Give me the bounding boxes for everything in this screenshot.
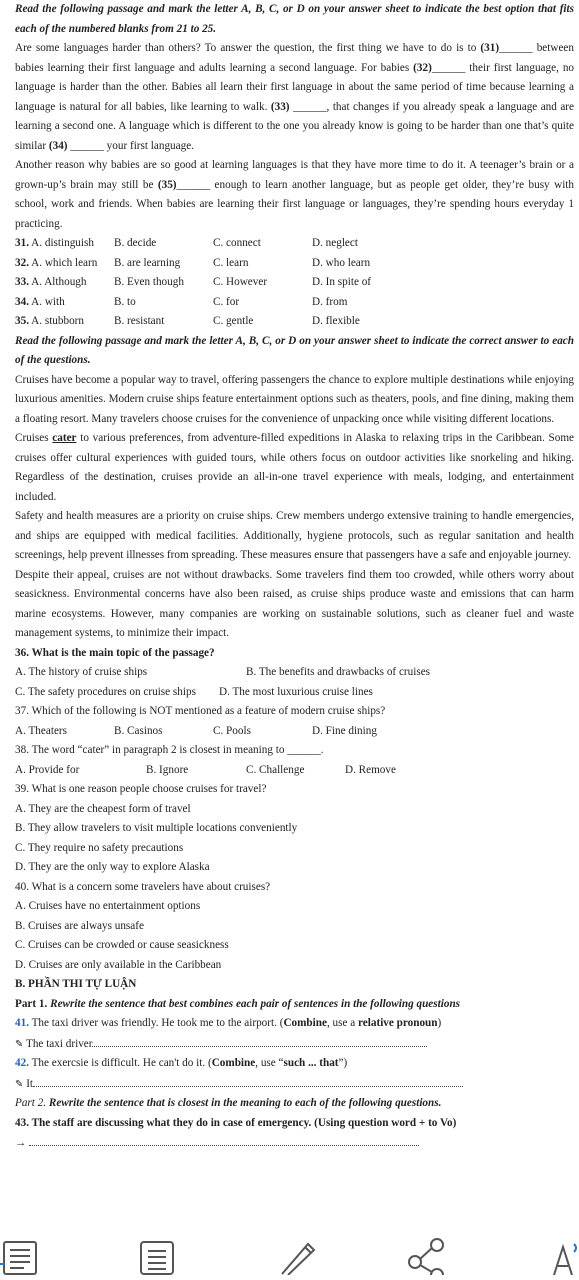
menu-lines-icon[interactable] — [138, 1234, 178, 1280]
q39-option-d: D. They are the only way to explore Alaska — [15, 861, 210, 873]
q38-options: A. Provide for B. Ignore C. Challenge D. Remove — [15, 763, 396, 776]
pen-icon: ✎ — [15, 1038, 24, 1050]
passage-1-paragraph-1: Are some languages harder than others? To answer the question, the first thing we have to do is to (31)______ between babies learning their first language and adults learning a second language. For babies (32)______ their first language, no language is harder than the other. Babies all learn their first language in about the same period of time because learning a language is natural for all babies, like learning to walk. (33) ______, that changes if you already speak a language and are learning a second one. A language which is different to the one you already know is going to be harder than one that’s quite similar (34) ______ your first language. — [15, 42, 575, 152]
question-38: 38. The word “cater” in paragraph 2 is closest in meaning to ______. — [15, 744, 324, 756]
question-33: 33. A. Although B. Even though C. However D. In spite of — [15, 276, 372, 288]
passage-2-paragraph-2: Cruises cater to various preferences, from adventure-filled expeditions in Alaska to relaxing trips in the Caribbean. Some cruises offer cultural experiences with guided tours, while others focus on outdoor activities like snorkeling and hiking. Regardless of the destination, cruises provide an all-in-one travel experience with meals, lodging, and entertainment included. — [15, 432, 575, 503]
essay-part2-instruction: Part 2. Rewrite the sentence that is closest in the meaning to each of the following questions. — [15, 1097, 442, 1109]
question-32: 32. A. which learn B. are learning C. learn D. who learn — [15, 256, 371, 269]
question-35: 35. A. stubborn B. resistant C. gentle D. flexible — [15, 315, 360, 327]
question-40: 40. What is a concern some travelers have about cruises? — [15, 880, 271, 893]
q40-option-a: A. Cruises have no entertainment options — [15, 900, 201, 912]
highlighted-word: cater — [52, 432, 77, 444]
q40-option-b: B. Cruises are always unsafe — [15, 919, 144, 932]
format-list-icon[interactable] — [0, 1234, 42, 1280]
q39-option-b: B. They allow travelers to visit multiple locations conveniently — [15, 822, 298, 834]
answer-line-43[interactable] — [15, 1133, 574, 1154]
q37-options: A. Theaters B. Casinos C. Pools D. Fine dining — [15, 724, 377, 737]
arrow-icon: → — [15, 1137, 27, 1149]
question-43: 43. The staff are discussing what they do in case of emergency. (Using question word + to Vo) — [15, 1116, 457, 1129]
q39-option-c: C. They require no safety precautions — [15, 841, 184, 854]
question-34: 34. A. with B. to C. for D. from — [15, 295, 348, 308]
answer-line-41[interactable]: ✎ The taxi driver — [15, 1034, 574, 1055]
pen-icon: ✎ — [15, 1078, 24, 1090]
question-37: 37. Which of the following is NOT mentioned as a feature of modern cruise ships? — [15, 705, 386, 717]
q40-option-d: D. Cruises are only available in the Caribbean — [15, 958, 222, 971]
answer-line-42[interactable]: ✎ It — [15, 1074, 574, 1095]
passage-2-paragraph-1: Cruises have become a popular way to travel, offering passengers the chance to explore multiple destinations while enjoying luxurious amenities. Modern cruise ships feature entertainment options such as theaters, pools, and fine dining, making them a floating resort. Many travelers choose cruises for the convenience of unpacking once while visiting different locations. — [15, 373, 574, 425]
part1-instruction: Read the following passage and mark the letter A, B, C, or D on your answer sheet to indicate the best option that fits each of the numbered blanks from 21 to 25. — [15, 3, 574, 35]
q36-options-row-2: C. The safety procedures on cruise ships D. The most luxurious cruise lines — [15, 685, 373, 698]
q40-option-c: C. Cruises can be crowded or cause seasickness — [15, 939, 229, 951]
question-42: 42. The exercsie is difficult. He can't do it. (Combine, use “such ... that”) — [15, 1057, 348, 1069]
question-31: 31. A. distinguish B. decide C. connect D. neglect — [15, 237, 358, 249]
q39-option-a: A. They are the cheapest form of travel — [15, 802, 191, 815]
essay-part1-instruction: Part 1. Rewrite the sentence that best combines each pair of sentences in the following questions — [15, 997, 461, 1010]
text-size-icon[interactable] — [550, 1234, 579, 1280]
question-36: 36. What is the main topic of the passage? — [15, 646, 215, 659]
bottom-toolbar — [0, 1234, 579, 1275]
share-icon[interactable] — [405, 1234, 449, 1280]
essay-section-heading: B. PHẦN THI TỰ LUẬN — [15, 978, 137, 990]
q36-options-row-1: A. The history of cruise ships B. The benefits and drawbacks of cruises — [15, 666, 431, 678]
pencil-icon[interactable] — [272, 1234, 322, 1280]
passage-2-paragraph-3: Safety and health measures are a priority on cruise ships. Crew members undergo extensive training to handle emergencies, and ships are equipped with medical facilities. Additionally, hygiene protocols, such as regular sanitation and health screenings, help prevent illnesses from spreading. These measures ensure that passengers have a safe and enjoyable journey. — [15, 510, 574, 561]
question-39: 39. What is one reason people choose cruises for travel? — [15, 783, 267, 795]
part2-instruction: Read the following passage and mark the letter A, B, C, or D on your answer sheet to indicate the correct answer to each of the questions. — [15, 334, 574, 366]
passage-1-paragraph-2: Another reason why babies are so good at learning languages is that they have more time to do it. A teenager’s brain or a grown-up’s brain may still be (35)______ enough to learn another language, but as people get older, they’re busy with school, work and friends. When babies are learning their first language or languages, they’re spending hours everyday 1 practicing. — [15, 159, 575, 230]
question-41: 41. The taxi driver was friendly. He took me to the airport. (Combine, use a relative pronoun) — [15, 1017, 442, 1029]
passage-2-paragraph-4: Despite their appeal, cruises are not without drawbacks. Some travelers find them too crowded, while others worry about seasickness. Environmental concerns have also been raised, as cruise ships produce waste and emissions that can harm marine ecosystems. However, many companies are working on sustainable solutions, such as cleaner fuel and waste management systems, to minimize their impact. — [15, 568, 574, 639]
